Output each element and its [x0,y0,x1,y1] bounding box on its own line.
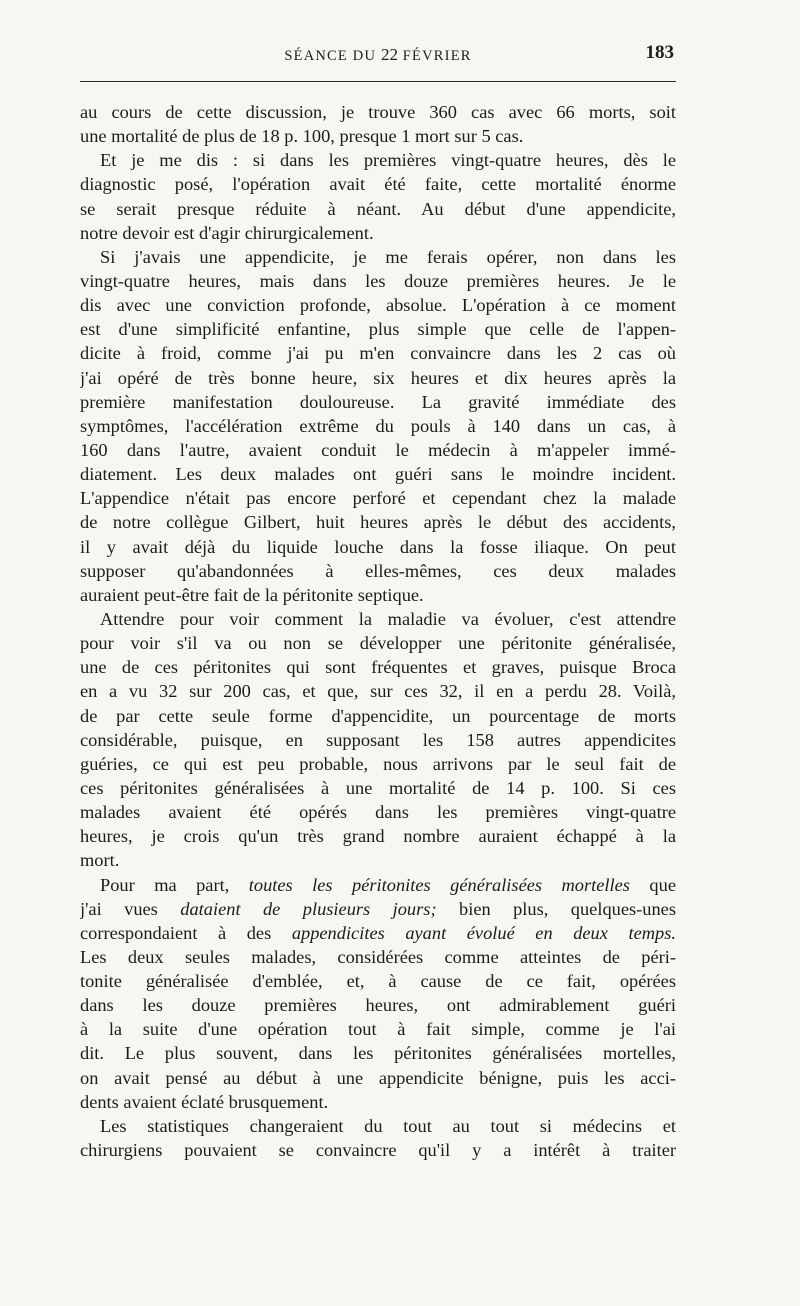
text-line: première manifestation douloureuse. La gravité immédiate des [80,391,676,412]
text-line: de notre collègue Gilbert, huit heures après le début des accidents, [80,512,676,533]
text-line: j'ai opéré de très bonne heure, six heures et dix heures après la [80,367,676,388]
text-line-mixed [80,873,676,897]
text-line: en a vu 32 sur 200 cas, et que, sur ces 32, il en a perdu 28. Voilà, [80,681,676,702]
text-line: de par cette seule forme d'appencidite, un pourcentage de morts [80,705,676,726]
text-line: au cours de cette discussion, je trouve 360 cas avec 66 morts, soit [80,102,676,122]
text-line: pour voir s'il va ou non se développer une péritonite généralisée, [80,633,676,654]
text-line: tonite généralisée d'emblée, et, à cause de ce fait, opérées [80,971,676,992]
italic-segment: appendicites ayant évolué en deux temps. [291,922,676,943]
text-line: heures, je crois qu'un très grand nombre auraient échappé à la [80,826,676,847]
text-line: est d'une simplificité enfantine, plus simple que celle de l'appen- [80,319,676,340]
text-line: auraient peut-être fait de la péritonite septique. [80,584,424,605]
text-segment: bien plus, quelques-unes [459,898,676,919]
text-line: guéries, ce qui est peu probable, nous arrivons par le seul fait de [80,753,676,774]
italic-segment: dataient de plusieurs jours; [180,898,437,919]
body-text [80,100,676,1162]
text-segment: correspondaient à des [80,922,272,943]
italic-segment: toutes les péritonites généralisées mortelles [248,874,630,895]
text-line: vingt-quatre heures, mais dans les douze premières heures. Je le [80,270,676,291]
header-rule [80,81,676,82]
text-line: diatement. Les deux malades ont guéri sans le moindre incident. [80,464,676,485]
text-line: une de ces péritonites qui sont fréquentes et graves, puisque Broca [80,657,676,678]
text-line-mixed [80,921,676,945]
text-line: il y avait déjà du liquide louche dans la fosse iliaque. On peut [80,536,676,557]
text-line: L'appendice n'était pas encore perforé et cependant chez la malade [80,488,676,509]
text-line: se serait presque réduite à néant. Au début d'une appendicite, [80,198,676,219]
running-title-pre: SÉANCE DU [284,48,377,64]
text-segment: Pour ma part, [100,874,230,895]
text-line: Les statistiques changeraient du tout au tout si médecins et [100,1115,676,1136]
text-line: une mortalité de plus de 18 p. 100, presque 1 mort sur 5 cas. [80,126,524,147]
text-segment: j'ai vues [80,898,158,919]
running-title-day: 22 [380,45,398,64]
text-line: on avait pensé au début à une appendicite bénigne, puis les acci- [80,1067,676,1088]
running-title-post: FÉVRIER [402,48,472,64]
text-line: notre devoir est d'agir chirurgicalement. [80,222,374,243]
text-line: Et je me dis : si dans les premières vingt-quatre heures, dès le [100,150,676,171]
text-line: ces péritonites généralisées à une mortalité de 14 p. 100. Si ces [80,777,676,798]
text-line-mixed [80,897,676,921]
page-header [80,41,676,69]
text-line: Attendre pour voir comment la maladie va évoluer, c'est attendre [100,608,676,629]
text-line: 160 dans l'autre, avaient conduit le médecin à m'appeler immé- [80,439,676,460]
text-line: Les deux seules malades, considérées comme atteintes de péri- [80,946,676,967]
text-line: malades avaient été opérés dans les premières vingt-quatre [80,802,676,823]
text-line: dicite à froid, comme j'ai pu m'en convaincre dans les 2 cas où [80,343,676,364]
running-title [80,45,676,65]
text-line: dans les douze premières heures, ont admirablement guéri [80,995,676,1016]
text-line: dents avaient éclaté brusquement. [80,1091,329,1112]
text-line: diagnostic posé, l'opération avait été faite, cette mortalité énorme [80,174,676,195]
text-line: symptômes, l'accélération extrême du pouls à 140 dans un cas, à [80,415,676,436]
text-line: supposer qu'abandonnées à elles-mêmes, ces deux malades [80,560,676,581]
text-line: mort. [80,850,120,871]
text-line: dit. Le plus souvent, dans les péritonites généralisées mortelles, [80,1043,676,1064]
text-line: à la suite d'une opération tout à fait simple, comme je l'ai [80,1019,676,1040]
text-segment: que [649,874,676,895]
text-line: considérable, puisque, en supposant les 158 autres appendicites [80,729,676,750]
text-line: chirurgiens pouvaient se convaincre qu'il y a intérêt à traiter [80,1140,676,1161]
text-line: Si j'avais une appendicite, je me ferais opérer, non dans les [100,246,676,267]
text-line: dis avec une conviction profonde, absolue. L'opération à ce moment [80,295,676,316]
page-number: 183 [645,42,674,63]
